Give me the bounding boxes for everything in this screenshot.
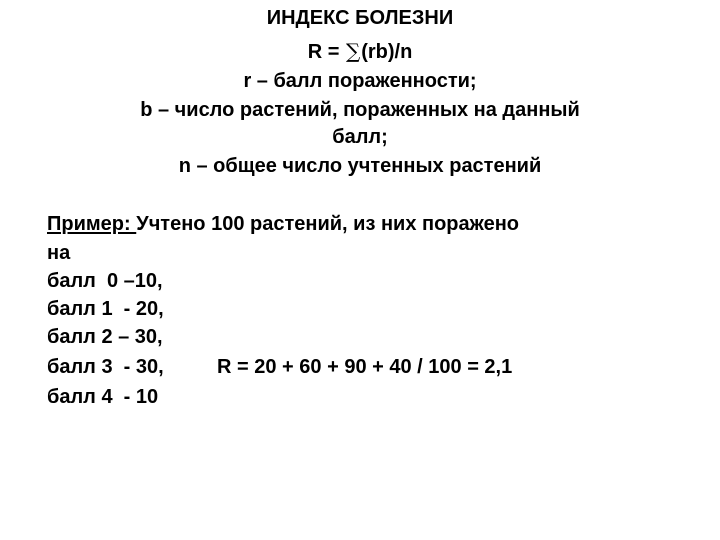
formula-prefix: R = [307,41,345,63]
calculation-result: R = 20 + 60 + 90 + 40 / 100 = 2,1 [217,356,513,378]
example-intro-text: Учтено 100 растений, из них поражено [136,213,519,235]
example-intro-continued: на [47,242,71,264]
score-line-0: балл 0 –10, [47,270,163,292]
definition-b-line2: балл; [332,126,388,148]
formula-suffix: (rb)/n [361,41,413,63]
definition-r: r – балл пораженности; [243,70,477,92]
example-label: Пример: [47,213,137,235]
slide-title: ИНДЕКС БОЛЕЗНИ [266,7,454,29]
score-line-3: балл 3 - 30, [47,356,164,378]
definition-n: n – общее число учтенных растений [178,155,542,177]
definition-b-line1: b – число растений, пораженных на данный [140,99,580,121]
score-line-1: балл 1 - 20, [47,298,164,320]
score-line-4: балл 4 - 10 [47,386,159,408]
example-intro [47,213,519,236]
disease-index-formula [0,39,720,64]
sigma-symbol: ∑ [345,39,361,63]
score-line-2: балл 2 – 30, [47,326,163,348]
